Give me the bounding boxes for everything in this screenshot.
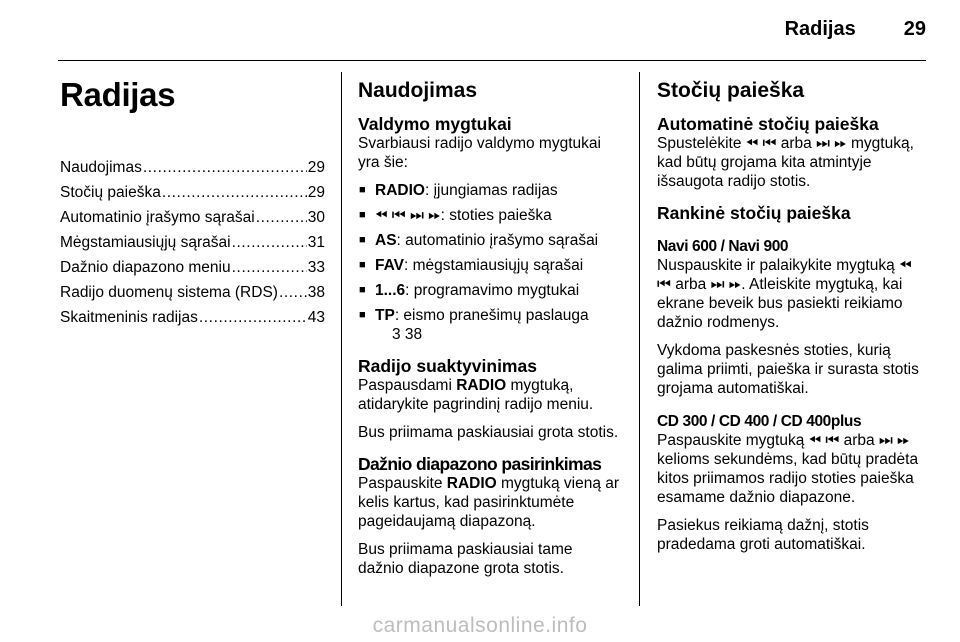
- running-header-title: Radijas: [784, 18, 856, 40]
- page-header: [785, 18, 926, 41]
- paragraph: Spustelėkite ⏪︎ ⏮︎ arba ⏭︎ ⏩︎ mygtuką, kad būtų grojama kita atmintyje išsaugota radijo stotis.: [657, 135, 914, 190]
- toc-entry[interactable]: Mėgstamiausiųjų sąrašai ..... 31: [60, 233, 325, 252]
- subsection-title: Rankinė stočių paieška: [657, 203, 851, 223]
- paragraph: Paspausdami RADIO mygtuką, atidarykite pagrindinį radijo meniu.: [358, 377, 594, 413]
- list-item: ■ ⏪︎ ⏮︎ ⏭︎ ⏩︎: stoties paieška: [358, 206, 620, 225]
- subsection-title: Radijo suaktyvinimas: [358, 356, 537, 376]
- paragraph: Svarbiausi radijo valdymo mygtukai yra šie:: [358, 135, 601, 171]
- paragraph: Paspauskite RADIO mygtuką vieną ar kelis kartus, kad pasirinktumėte pageidaujamą diapazoną.: [358, 475, 620, 530]
- list-item: ■ 1...6: programavimo mygtukai: [358, 281, 620, 300]
- section-title: Naudojimas: [358, 79, 478, 102]
- subsection-title: Automatinė stočių paieška: [657, 114, 879, 134]
- toc-entry[interactable]: Radijo duomenų sistema (RDS) ..... 38: [60, 283, 325, 302]
- controls-list: [358, 181, 620, 344]
- toc-entry[interactable]: Automatinio įrašymo sąrašai ..... 30: [60, 208, 325, 227]
- paragraph: Bus priimama paskiausiai grota stotis.: [358, 424, 619, 441]
- page-number: 29: [903, 18, 926, 40]
- list-item: ■ TP: eismo pranešimų paslauga 3 38: [358, 306, 620, 344]
- toc-entry[interactable]: Skaitmeninis radijas ..... 43: [60, 308, 325, 327]
- column-divider-1: [341, 72, 342, 606]
- toc-column: [60, 68, 325, 333]
- paragraph: Vykdoma paskesnės stoties, kurią galima priimti, paieška ir surasta stotis grojama automatiškai.: [657, 342, 919, 397]
- table-of-contents: [60, 158, 325, 327]
- paragraph: Bus priimama paskiausiai tame dažnio diapazone grota stotis.: [358, 541, 573, 577]
- list-item: ■ AS: automatinio įrašymo sąrašai: [358, 231, 620, 250]
- toc-entry[interactable]: Dažnio diapazono meniu ..... 33: [60, 258, 325, 277]
- toc-entry[interactable]: Stočių paieška ..... 29: [60, 183, 325, 202]
- seek-buttons-icon: ⏪︎ ⏮︎ ⏭︎ ⏩︎: [375, 207, 441, 224]
- usage-column: [358, 68, 620, 587]
- paragraph: Paspauskite mygtuką ⏪︎ ⏮︎ arba ⏭︎ ⏩︎ kelioms sekundėms, kad būtų pradėta kitos priimamos radijo stoties paieška esamame dažnio diapazone.: [657, 432, 919, 506]
- subsection-title: Valdymo mygtukai: [358, 114, 512, 134]
- list-item: ■ FAV: mėgstamiausiųjų sąrašai: [358, 256, 620, 275]
- list-item: ■ RADIO: įjungiamas radijas: [358, 181, 620, 200]
- watermark: carmanualsonline.info: [372, 614, 588, 637]
- paragraph: Pasiekus reikiamą dažnį, stotis pradedama groti automatiškai.: [657, 517, 869, 553]
- paragraph: Nuspauskite ir palaikykite mygtuką ⏪︎ ⏮︎ arba ⏭︎ ⏩︎. Atleiskite mygtuką, kai ekrane beveik bus pasiekti reikiamo dažnio rodmenys.: [657, 257, 912, 331]
- page-reference[interactable]: 3 38: [392, 326, 423, 343]
- column-divider-2: [639, 72, 640, 606]
- chapter-title: Radijas: [60, 76, 176, 113]
- model-heading: Navi 600 / Navi 900: [657, 238, 789, 255]
- toc-entry[interactable]: Naudojimas ..... 29: [60, 158, 325, 177]
- model-heading: CD 300 / CD 400 / CD 400plus: [657, 413, 862, 430]
- section-title: Stočių paieška: [657, 79, 805, 102]
- subsection-title: Dažnio diapazono pasirinkimas: [358, 454, 602, 474]
- station-search-column: [657, 68, 925, 563]
- header-rule: [58, 60, 926, 61]
